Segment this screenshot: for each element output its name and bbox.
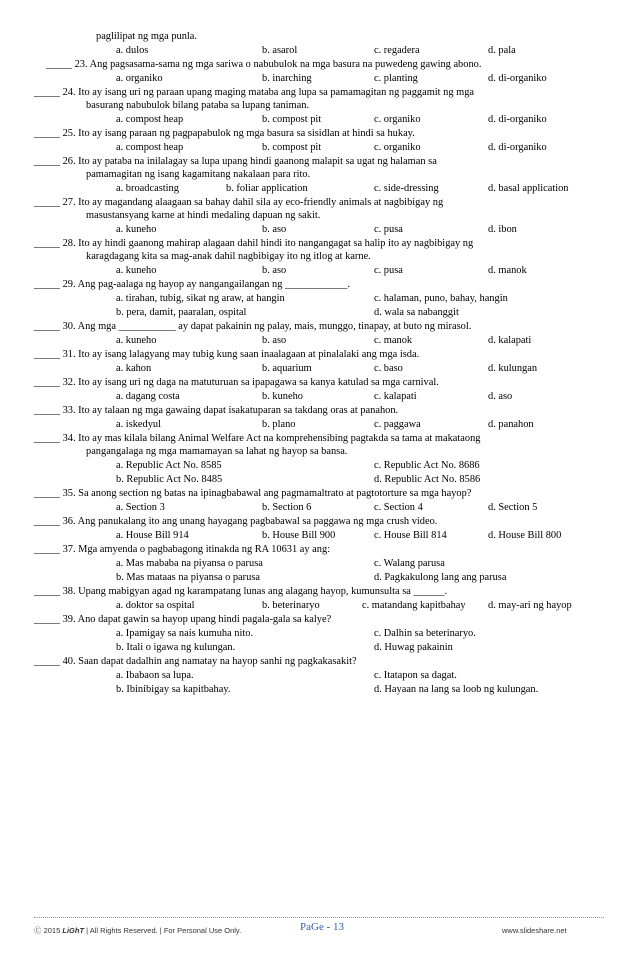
answer-option: c. regadera — [374, 45, 420, 56]
footer-rights: | All Rights Reserved. | For Personal Use Only. — [86, 926, 242, 935]
question-line: _____ 36. Ang panukalang ito ang unang hayagang pagbabawal sa paggawa ng mga crush video. — [34, 516, 438, 527]
footer-year: 2015 — [43, 926, 61, 935]
answer-option: d. di-organiko — [488, 73, 547, 84]
answer-option: d. ibon — [488, 224, 517, 235]
answer-option: c. manok — [374, 335, 413, 346]
answer-option: b. Mas mataas na piyansa o parusa — [116, 572, 260, 583]
answer-option: a. kahon — [116, 363, 152, 374]
question-line: _____ 24. Ito ay isang uri ng paraan upang maging mataba ang lupa sa pamamagitan ng paggamit ng mga — [34, 87, 475, 98]
footer-copyright — [34, 926, 241, 936]
answer-option: a. iskedyul — [116, 419, 162, 430]
answer-option: c. side-dressing — [374, 183, 439, 194]
question-line: _____ 35. Sa anong section ng batas na ipinagbabawal ang pagmamaltrato at pagtotorture sa mga hayop? — [34, 488, 472, 499]
answer-option: a. kuneho — [116, 265, 157, 276]
answer-option: a. Ibabaon sa lupa. — [116, 670, 194, 681]
answer-option: c. pusa — [374, 265, 403, 276]
answer-option: c. Itatapon sa dagat. — [374, 670, 457, 681]
answer-option: d. basal application — [488, 183, 569, 194]
answer-option: a. organiko — [116, 73, 163, 84]
answer-option: d. may-ari ng hayop — [488, 600, 572, 611]
answer-option: a. compost heap — [116, 142, 184, 153]
question-line: masustansyang karne at hindi medaling dapuan ng sakit. — [86, 210, 321, 221]
answer-option: c. kalapati — [374, 391, 417, 402]
answer-option: b. foliar application — [226, 183, 308, 194]
question-line: _____ 29. Ang pag-aalaga ng hayop ay nangangailangan ng ____________. — [34, 279, 350, 290]
answer-option: c. organiko — [374, 114, 421, 125]
question-line: _____ 28. Ito ay hindi gaanong mahirap alagaan dahil hindi ito nangangagat sa halip ito ay nagbibigay ng — [34, 238, 474, 249]
answer-option: d. kulungan — [488, 363, 538, 374]
answer-option: d. kalapati — [488, 335, 532, 346]
answer-option: d. di-organiko — [488, 114, 547, 125]
answer-option: b. aso — [262, 335, 287, 346]
question-line: _____ 23. Ang pagsasama-sama ng mga sariwa o nabubulok na mga basura na puwedeng gawing abono. — [46, 59, 482, 70]
answer-option: c. paggawa — [374, 419, 421, 430]
question-line: karagdagang kita sa mag-anak dahil nagbibigay ito ng itlog at karne. — [86, 251, 371, 262]
answer-option: a. Mas mababa na piyansa o parusa — [116, 558, 263, 569]
answer-option: b. Itali o igawa ng kulungan. — [116, 642, 236, 653]
question-line: _____ 39. Ano dapat gawin sa hayop upang hindi pagala-gala sa kalye? — [34, 614, 332, 625]
answer-option: b. Ibinibigay sa kapitbahay. — [116, 684, 231, 695]
question-line: _____ 31. Ito ay isang lalagyang may tubig kung saan inaalagaan at pinalalaki ang mga isda. — [34, 349, 420, 360]
answer-option: c. matandang kapitbahay — [362, 600, 466, 611]
answer-option: a. compost heap — [116, 114, 184, 125]
answer-option: a. dagang costa — [116, 391, 180, 402]
question-line: paglilipat ng mga punla. — [96, 31, 197, 42]
question-line: pamamagitan ng isang kagamitang nakalaan para rito. — [86, 169, 311, 180]
answer-option: b. aso — [262, 265, 287, 276]
answer-option: c. Section 4 — [374, 502, 423, 513]
answer-option: d. panahon — [488, 419, 534, 430]
answer-option: b. compost pit — [262, 142, 322, 153]
footer-brand: LiGhT — [62, 926, 85, 935]
question-line: _____ 27. Ito ay magandang alaagaan sa bahay dahil sila ay eco-friendly animals at nagbibigay ng — [34, 197, 444, 208]
answer-option: b. inarching — [262, 73, 312, 84]
answer-option: b. beterinaryo — [262, 600, 320, 611]
answer-option: c. Walang parusa — [374, 558, 445, 569]
answer-option: b. Republic Act No. 8485 — [116, 474, 223, 485]
question-line: _____ 25. Ito ay isang paraan ng pagpapabulok ng mga basura sa sisidlan at hindi sa hukay. — [34, 128, 415, 139]
answer-option: d. pala — [488, 45, 516, 56]
question-line: _____ 26. Ito ay pataba na inilalagay sa lupa upang hindi gaanong malapit sa ugat ng halaman sa — [34, 156, 437, 167]
answer-option: b. aquarium — [262, 363, 312, 374]
question-line: _____ 38. Upang mabigyan agad ng karampatang lunas ang alagang hayop, kumunsulta sa ______. — [34, 586, 448, 597]
answer-option: b. kuneho — [262, 391, 303, 402]
answer-option: c. Dalhin sa beterinaryo. — [374, 628, 476, 639]
answer-option: a. tirahan, tubig, sikat ng araw, at hangin — [116, 293, 285, 304]
answer-option: b. aso — [262, 224, 287, 235]
answer-option: a. doktor sa ospital — [116, 600, 195, 611]
question-line: _____ 32. Ito ay isang uri ng daga na matuturuan sa ipapagawa sa kanya katulad sa mga carnival. — [34, 377, 439, 388]
answer-option: d. Republic Act No. 8586 — [374, 474, 481, 485]
question-line: basurang nabubulok bilang pataba sa lupang taniman. — [86, 100, 310, 111]
answer-option: a. House Bill 914 — [116, 530, 189, 541]
question-line: _____ 30. Ang mga ___________ ay dapat pakainin ng palay, mais, munggo, tinapay, at buto ng mirasol. — [34, 321, 472, 332]
answer-option: c. halaman, puno, bahay, hangin — [374, 293, 508, 304]
footer-page-number: PaGe - 13 — [300, 921, 344, 933]
answer-option: d. Pagkakulong lang ang parusa — [374, 572, 507, 583]
answer-option: a. kuneho — [116, 335, 157, 346]
answer-option: d. aso — [488, 391, 513, 402]
answer-option: a. dulos — [116, 45, 149, 56]
answer-option: b. House Bill 900 — [262, 530, 336, 541]
question-line: _____ 34. Ito ay mas kilala bilang Animal Welfare Act na komprehensibing pagtakda sa tama at makataong — [34, 433, 481, 444]
answer-option: c. Republic Act No. 8686 — [374, 460, 480, 471]
footer-divider — [34, 917, 604, 918]
answer-option: c. House Bill 814 — [374, 530, 447, 541]
answer-option: b. compost pit — [262, 114, 322, 125]
answer-option: d. House Bill 800 — [488, 530, 562, 541]
footer-site-link[interactable]: www.slideshare.net — [502, 926, 567, 935]
answer-option: a. broadcasting — [116, 183, 179, 194]
question-line: _____ 33. Ito ay talaan ng mga gawaing dapat isakatuparan sa takdang oras at panahon. — [34, 405, 399, 416]
answer-option: c. planting — [374, 73, 418, 84]
question-line: _____ 40. Saan dapat dadalhin ang namatay na hayop sanhi ng pagkakasakit? — [34, 656, 357, 667]
answer-option: c. organiko — [374, 142, 421, 153]
answer-option: c. pusa — [374, 224, 403, 235]
answer-option: d. Huwag pakainin — [374, 642, 453, 653]
question-line: _____ 37. Mga amyenda o pagbabagong itinakda ng RA 10631 ay ang: — [34, 544, 331, 555]
answer-option: b. plano — [262, 419, 296, 430]
answer-option: a. Ipamigay sa nais kumuha nito. — [116, 628, 254, 639]
answer-option: d. di-organiko — [488, 142, 547, 153]
answer-option: a. Republic Act No. 8585 — [116, 460, 222, 471]
answer-option: a. Section 3 — [116, 502, 165, 513]
answer-option: d. wala sa nabanggit — [374, 307, 459, 318]
question-line: pangangalaga ng mga mamamayan sa lahat ng hayop sa bansa. — [86, 446, 348, 457]
answer-option: d. Section 5 — [488, 502, 538, 513]
answer-option: a. kuneho — [116, 224, 157, 235]
answer-option: b. pera, damit, paaralan, ospital — [116, 307, 247, 318]
answer-option: d. Hayaan na lang sa loob ng kulungan. — [374, 684, 539, 695]
answer-option: d. manok — [488, 265, 527, 276]
answer-option: c. baso — [374, 363, 403, 374]
answer-option: b. Section 6 — [262, 502, 312, 513]
answer-option: b. asarol — [262, 45, 298, 56]
copyright-icon: Ⓒ — [34, 926, 42, 935]
